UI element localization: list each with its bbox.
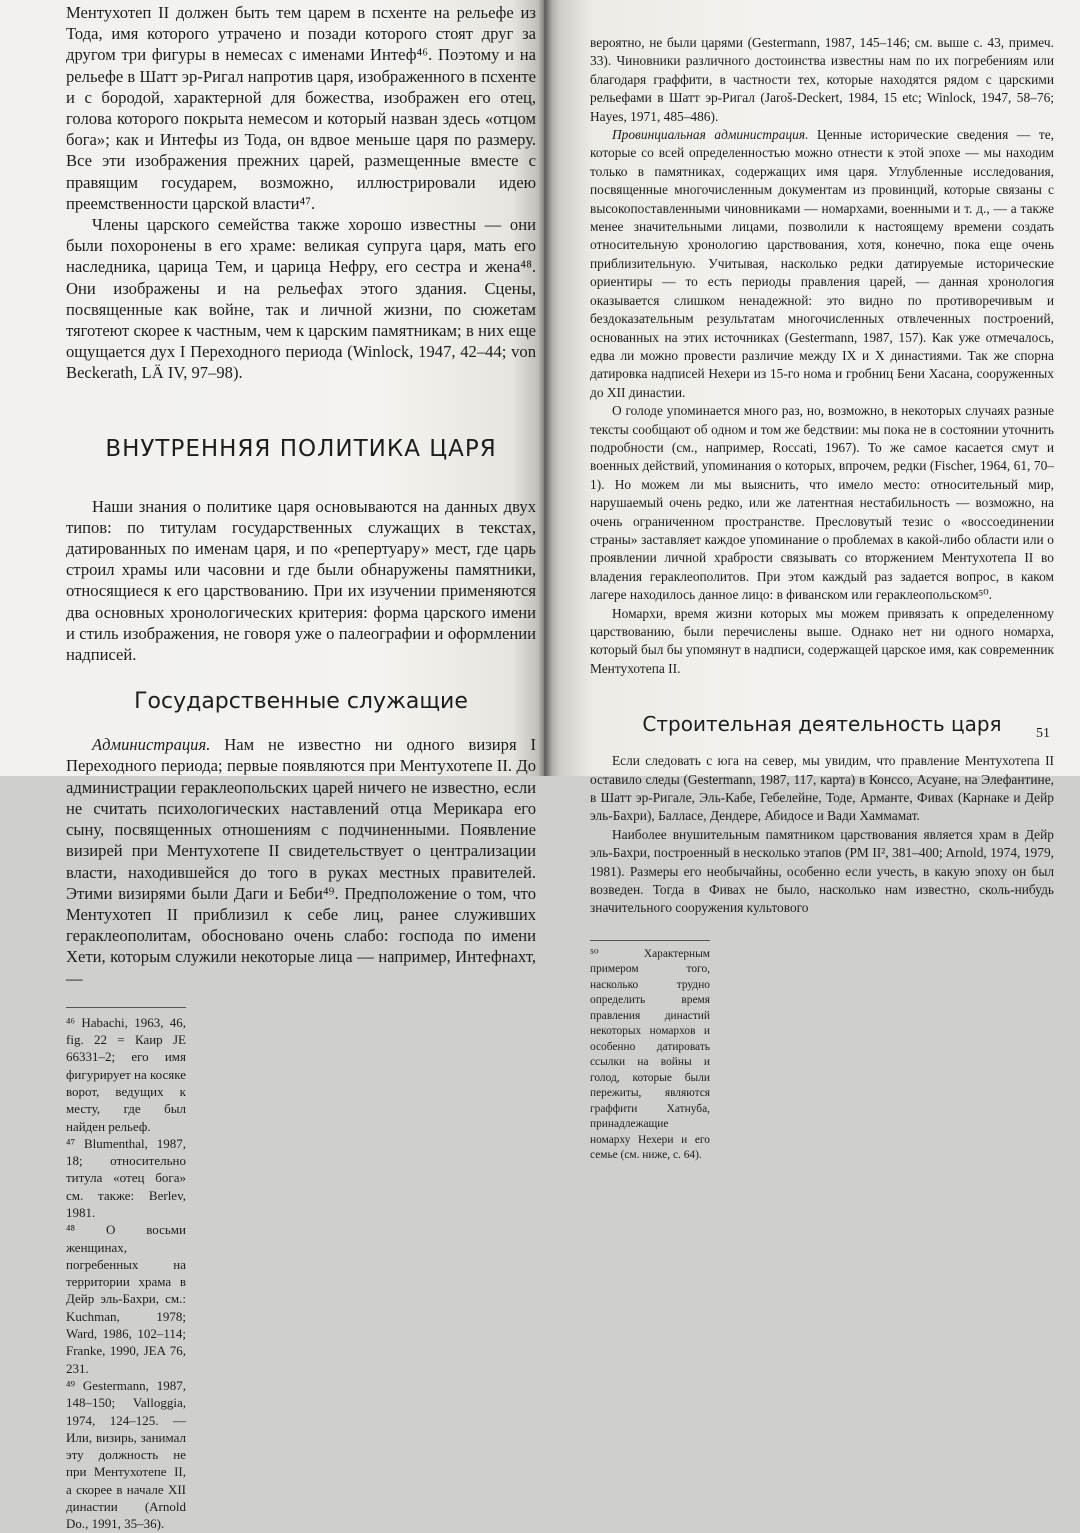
- footnote-49: ⁴⁹ Gestermann, 1987, 148–150; Valloggia, 1974, 124–125. — Или, визирь, занимал эту должность не при Ментухотепе II, а скорее в начале XII династии (Arnold Do., 1991, 35–36).: [66, 1377, 186, 1532]
- province-label: Провинциальная администрация.: [612, 127, 809, 143]
- right-page-body: [590, 34, 1054, 1164]
- left-paragraph-administration: [66, 734, 536, 988]
- left-footnotes: [66, 1007, 186, 1533]
- chapter-heading-domestic-policy: ВНУТРЕННЯЯ ПОЛИТИКА ЦАРЯ: [105, 435, 497, 462]
- administration-text: Нам не известно ни одного визиря I Переходного периода; первые появляются при Ментухотепе II. До администрации гераклеопольских царей ничего не известно, если не считать психологических наставлений отца Мерикара его сыну, посвященных отношениям с подчиненными. Появление визирей при Ментухотепе II свидетельствует о централизации власти, находившейся до того в руках местных правителей. Этими визирями были Даги и Беби⁴⁹. Предположение о том, что Ментухотеп II приблизил к себе лиц, ранее служивших гераклеополитам, обосновано очень слабо: господа по имени Хети, которым служили некоторые лица — например, Интефнахт, —: [66, 735, 536, 988]
- footnote-46: ⁴⁶ Habachi, 1963, 46, fig. 22 = Каир JE 66331–2; его имя фигурирует на косяке ворот, ведущих к месту, где был найден рельеф.: [66, 1014, 186, 1134]
- right-paragraph-building-2: Наиболее внушительным памятником царствования является храм в Дейр эль-Бахри, построенный в несколько этапов (PM II², 381–400; Arnold, 1974, 1979, 1981). Размеры его необычайны, особенно если учесть, в какую эпоху он был возведен. Тогда в Фивах не было, насколько нам известно, сколь-нибудь значительного сооружения культового: [590, 826, 1054, 916]
- book-gutter-shadow: [538, 0, 552, 776]
- left-page-body: [66, 2, 536, 1533]
- right-paragraph-continuation: вероятно, не были царями (Gestermann, 1987, 145–146; см. выше с. 43, примеч. 33). Чиновники различного достоинства известны нам по их погребениям или благодаря граффити, в частности тех, которые находятся рядом с царскими рельефами в Шатт эр-Ригал (Jaroš-Deckert, 1984, 15 etc; Winlock, 1947, 58–76; Hayes, 1971, 485–486).: [590, 35, 1054, 124]
- section-heading-state-officials: Государственные служащие: [134, 689, 468, 715]
- province-text: Ценные исторические сведения — те, которые со всей определенностью можно отнести к этой эпохе — мы находим только в памятниках, содержащих имя царя. Углубленные исследования, посвященные многочисленным документам из провинций, которые связаны с высокопоставленными чиновниками — номархами, военными и т. д., — а также менее значительными лицами, позволили к настоящему времени создать относительную хронологию царствования, хотя, конечно, пока еще очень приблизительную. Учитывая, насколько редки датируемые исторические ориентиры — то есть периоды правления царей, — данная хронология оказывается слишком ненадежной: это видно по противоречивым и бездоказательным результатам многочисленных отвлеченных построений, основанных на этих источниках (Gestermann, 1987, 157). Как уже отмечалось, едва ли можно провести различие между IX и X династиями. Так же спорна датировка надписей Нехери из 15-го нома и гробниц Бени Хасана, сооруженных до XII династии.: [590, 127, 1054, 400]
- right-footnote-rule: [590, 940, 710, 1164]
- footnote-48: ⁴⁸ О восьми женщинах, погребенных на территории храма в Дейр эль-Бахри, см.: Kuchman, 1978; Ward, 1986, 102–114; Franke, 1990, JEA 76, 231.: [66, 1222, 186, 1376]
- right-paragraph-province: [590, 126, 1054, 402]
- administration-label: Администрация.: [92, 735, 211, 755]
- footnote-47: ⁴⁷ Blumenthal, 1987, 18; относительно титула «отец бога» см. также: Berlev, 1981.: [66, 1135, 186, 1220]
- right-paragraph-building-1: Если следовать с юга на север, мы увидим, что правление Ментухотепа II оставило следы (Gestermann, 1987, 117, карта) в Конссо, Асуане, на Элефантине, в Шатт эр-Ригале, Эль-Кабе, Гебелейне, Тоде, Арманте, Фивах (Карнаке и Дейр эль-Бахри), Балласе, Дендере, Абидосе и Вади Хаммамат.: [590, 753, 1054, 824]
- left-paragraph-2: Члены царского семейства также хорошо известны — они были похоронены в его храме: великая супруга царя, мать его наследника, царица Тем, и царица Нефру, его сестра и жена⁴⁸. Они изображены и на рельефах этого здания. Сцены, посвященные как войне, так и личной жизни, по сюжетам тяготеют скорее к частным, чем к царским памятникам; в них еще ощущается дух I Переходного периода (Winlock, 1947, 42–44; von Beckerath, LÄ IV, 97–98).: [66, 215, 536, 383]
- footnote-50: ⁵⁰ Характерным примером того, насколько трудно определить время правления династий некоторых номархов и особенно датировать ссылки на войны и голод, которые были пережиты, являются граффити Хатнуба, принадлежащие номарху Нехери и его семье (см. ниже, с. 64).: [590, 947, 710, 1162]
- right-paragraph-nomarchs: Номархи, время жизни которых мы можем привязать к определенному царствованию, были перечислены выше. Однако нет ни одного номарха, который был бы упомянут в надписи, содержащей царское имя, как современник Ментухотепа II.: [590, 605, 1054, 676]
- right-paragraph-famine: О голоде упоминается много раз, но, возможно, в некоторых случаях разные тексты сообщают об одном и том же бедствии: мы пока не в состоянии уточнить подробности (см., например, Roccati, 1967). То же самое касается смут и военных действий, упоминания о которых, впрочем, редки (Fischer, 1964, 61, 70–1). Но можем ли мы выяснить, что имело место: относительный мир, нарушаемый очень редко, или же латентная нестабильность — возможно, на очень ограниченном пространстве. Пресловутый тезис о «воссоединении страны» заставляет каждое упоминание о проблемах в какой-либо области или о проявлении личной храбрости связывать со вторжением Ментухотепа II во владения гераклеополитов. При этом каждый раз задается вопрос, в каком лагере находилось данное лицо: в фиванском или гераклеопольском⁵⁰.: [590, 403, 1054, 603]
- section-heading-building-activity: Строительная деятельность царя: [642, 712, 1002, 737]
- left-paragraph-intro: Наши знания о политике царя основываются на данных двух типов: по титулам государственных служащих в текстах, датированных по именам царя, и по «репертуару» мест, где царь строил храмы или часовни и где были обнаружены памятники, относящиеся к его царствованию. При их изучении применяются два основных хронологических критерия: форма царского имени и стиль изображения, не говоря уже о палеографии и оформлении надписей.: [66, 496, 536, 665]
- right-page: [544, 0, 1080, 1162]
- left-paragraph-1: Ментухотеп II должен быть тем царем в псхенте на рельефе из Тода, имя которого утрачено и позади которого стоят друг за другом три фигуры в немесах с именами Интеф⁴⁶. Поэтому и на рельефе в Шатт эр-Ригал напротив царя, изображенного в псхенте и с бородой, характерной для божества, изображен его отец, голова которого покрыта немесом и который назван здесь «отцом бога»; как и Интефы из Тода, он вдвое меньше царя по размеру. Все эти изображения прежних царей, размещенные вместе с правящим государем, возможно, иллюстрировали идею преемственности царской власти⁴⁷.: [66, 3, 536, 213]
- page-number: 51: [1036, 726, 1050, 741]
